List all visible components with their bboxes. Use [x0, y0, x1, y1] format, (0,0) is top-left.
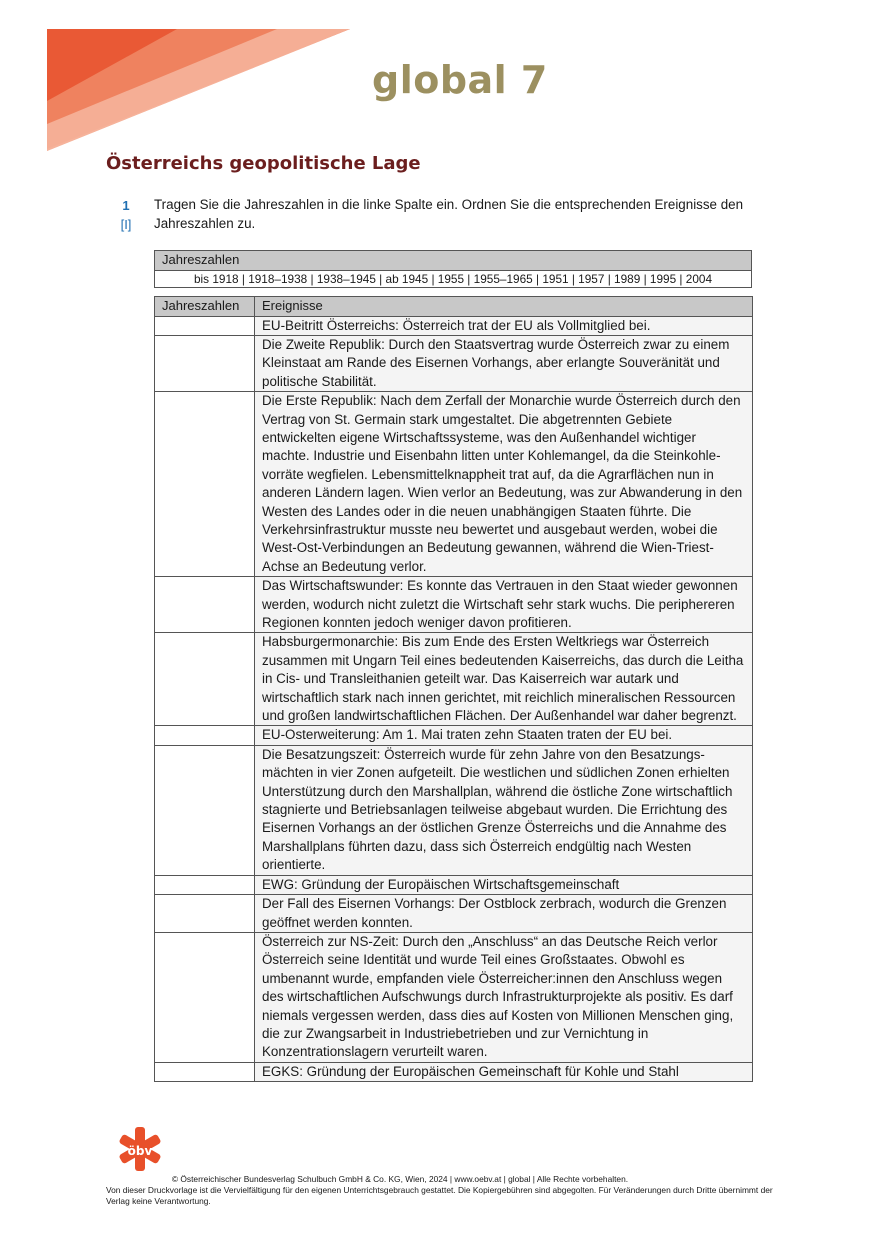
column-header-years: Jahreszahlen — [155, 297, 255, 317]
years-list: bis 1918 | 1918–1938 | 1938–1945 | ab 1945 | 1955 | 1955–1965 | 1951 | 1957 | 1989 | 1995 | 2004 — [155, 270, 752, 287]
copyright-line: © Österreichischer Bundesverlag Schulbuch GmbH & Co. KG, Wien, 2024 | www.oebv.at | global | Alle Rechte vorbehalten. — [171, 1174, 629, 1184]
year-answer-cell[interactable] — [155, 633, 255, 726]
event-cell: Die Erste Republik: Nach dem Zerfall der Monarchie wurde Österreich durch den Vertrag von St. Germain stark umgestaltet. Die abgetrennten Gebiete entwickelten eigene Wirtschaftssysteme, was den Außenhandel wichtiger machte. Industrie und Eisenbahn litten unter Kohlemangel, da die Steinkohle-vorräte wegfielen. Lebensmittelknappheit trat auf, da die Agrarflächen nun in anderen Ländern lagen. Wien verlor an Bedeutung, was zur Abwanderung in den Westen des Landes oder in die neuen unabhängigen Staaten führte. Die Verkehrsinfrastruktur musste neu bewertet und ausgebaut werden, wobei die West-Ost-Verbindungen an Bedeutung gewannen, während die Wien-Triest-Achse an Bedeutung verlor. — [255, 392, 753, 577]
event-cell: EU-Beitritt Österreichs: Österreich trat der EU als Vollmitglied bei. — [255, 316, 753, 335]
task-level: [I] — [120, 217, 132, 232]
year-answer-cell[interactable] — [155, 1062, 255, 1081]
table-row — [155, 633, 753, 726]
year-answer-cell[interactable] — [155, 895, 255, 933]
table-row — [155, 726, 753, 745]
table-row — [155, 745, 753, 875]
task-instruction: Tragen Sie die Jahreszahlen in die linke Spalte ein. Ordnen Sie die entsprechenden Ereignisse den Jahreszahlen zu. — [154, 197, 744, 231]
event-cell: Habsburgermonarchie: Bis zum Ende des Ersten Weltkriegs war Österreich zusammen mit Ungarn Teil eines bedeutenden Kaiserreichs, das durch die Leitha in Cis- und Transleithanien geteilt war. Das Kaiserreich war autark und wirtschaftlich stark nach innen gerichtet, mit reichlich mineralischen Ressourcen und großen landwirtschaftlichen Flächen. Der Außenhandel war daher begrenzt. — [255, 633, 753, 726]
years-box — [154, 250, 752, 288]
years-box-header: Jahreszahlen — [155, 251, 752, 271]
year-answer-cell[interactable] — [155, 577, 255, 633]
event-cell: Die Besatzungszeit: Österreich wurde für zehn Jahre von den Besatzungs-mächten in vier Zonen aufgeteilt. Die westlichen und südlichen Zonen erhielten Unterstützung durch den Marshallplan, während die östliche Zone wirtschaftlich stagnierte und Betriebsanlagen teilweise abgebaut wurden. Die Errichtung des Eisernen Vorhangs an der östlichen Grenze Österreichs und die Annahme des Marshallplans führten dazu, dass sich Österreich endgültig nach Westen orientierte. — [255, 745, 753, 875]
page-title: Österreichs geopolitische Lage — [106, 153, 421, 174]
year-answer-cell[interactable] — [155, 392, 255, 577]
table-row — [155, 577, 753, 633]
event-cell: Österreich zur NS-Zeit: Durch den „Anschluss“ an das Deutsche Reich verlor Österreich seine Identität und wurde Teil eines Großstaates. Obwohl es umbenannt wurde, empfanden viele Österreicher:innen den Anschluss wegen des wirtschaftlichen Aufschwungs durch Infrastrukturprojekte als positiv. Es darf niemals vergessen werden, dass dies auf Kosten von Millionen Menschen ging, die zur Zwangsarbeit in Industriebetrieben und zur Vernichtung in Konzentrationslagern verurteilt waren. — [255, 932, 753, 1062]
table-row — [155, 875, 753, 894]
year-answer-cell[interactable] — [155, 745, 255, 875]
disclaimer-text: Von dieser Druckvorlage ist die Vervielfältigung für den eigenen Unterrichtsgebrauch gestattet. Die Kopiergebühren sind abgegolten. Für Veränderungen durch Dritte übernimmt der Verlag keine Verantwortung. — [106, 1185, 773, 1206]
logo-text: öbv — [127, 1144, 153, 1158]
year-answer-cell[interactable] — [155, 316, 255, 335]
year-answer-cell[interactable] — [155, 875, 255, 894]
table-row — [155, 316, 753, 335]
table-row — [155, 932, 753, 1062]
column-header-events: Ereignisse — [255, 297, 753, 317]
event-cell: Das Wirtschaftswunder: Es konnte das Vertrauen in den Staat wieder gewonnen werden, wodurch nicht zuletzt die Wirtschaft sehr stark wuchs. Die periphereren Regionen konnten jedoch weniger davon profitieren. — [255, 577, 753, 633]
oebv-logo-icon — [118, 1126, 162, 1172]
event-cell: Die Zweite Republik: Durch den Staatsvertrag wurde Österreich zwar zu einem Kleinstaat am Rande des Eisernen Vorhangs, aber erlangte Souveränität und politische Stabilität. — [255, 335, 753, 391]
table-row — [155, 392, 753, 577]
table-row — [155, 335, 753, 391]
corner-decoration — [47, 29, 352, 151]
year-answer-cell[interactable] — [155, 335, 255, 391]
task-number: 1 — [122, 198, 130, 213]
event-cell: EWG: Gründung der Europäischen Wirtschaftsgemeinschaft — [255, 875, 753, 894]
brand-title: global 7 — [372, 58, 548, 102]
events-table — [154, 296, 753, 1082]
event-cell: EGKS: Gründung der Europäischen Gemeinschaft für Kohle und Stahl — [255, 1062, 753, 1081]
year-answer-cell[interactable] — [155, 726, 255, 745]
event-cell: Der Fall des Eisernen Vorhangs: Der Ostblock zerbrach, wodurch die Grenzen geöffnet werden konnten. — [255, 895, 753, 933]
year-answer-cell[interactable] — [155, 932, 255, 1062]
table-row — [155, 1062, 753, 1081]
table-row — [155, 895, 753, 933]
event-cell: EU-Osterweiterung: Am 1. Mai traten zehn Staaten traten der EU bei. — [255, 726, 753, 745]
